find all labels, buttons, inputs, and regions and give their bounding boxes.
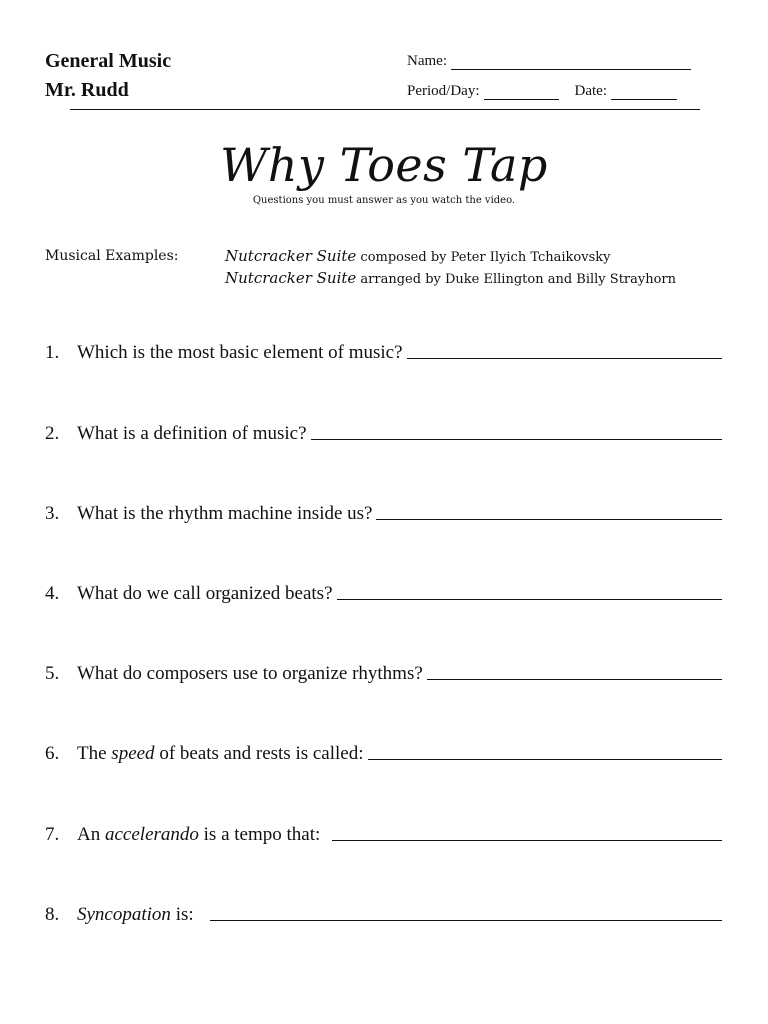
course-name: General Music	[45, 50, 172, 72]
header-divider	[70, 109, 700, 110]
date-label: Date:	[574, 83, 607, 99]
question-text: The speed of beats and rests is called:	[77, 743, 364, 764]
question-number: 5.	[45, 663, 60, 684]
period-date-row	[407, 83, 677, 100]
period-blank[interactable]	[484, 98, 559, 100]
page-subtitle: Questions you must answer as you watch the video.	[252, 195, 516, 206]
question-text: An accelerando is a tempo that:	[77, 824, 321, 845]
question-number: 2.	[45, 423, 60, 444]
question-text: What is a definition of music?	[77, 423, 307, 444]
question-text: Syncopation is:	[77, 904, 194, 925]
answer-line[interactable]	[332, 840, 722, 841]
question-2	[45, 423, 722, 445]
musical-examples-label: Musical Examples:	[45, 248, 179, 264]
question-7	[45, 824, 722, 846]
question-text: What do composers use to organize rhythms?	[77, 663, 423, 684]
question-4	[45, 583, 722, 605]
question-number: 8.	[45, 904, 60, 925]
answer-line[interactable]	[427, 679, 722, 680]
question-5	[45, 663, 722, 685]
musical-example-2	[225, 269, 676, 287]
question-text: Which is the most basic element of music?	[77, 342, 403, 363]
example-1-work: Nutcracker Suite	[225, 247, 357, 265]
example-2-work: Nutcracker Suite	[225, 269, 357, 287]
question-6	[45, 743, 722, 765]
name-blank[interactable]	[451, 68, 691, 70]
question-number: 7.	[45, 824, 60, 845]
question-8	[45, 904, 722, 926]
answer-line[interactable]	[210, 920, 722, 921]
name-row	[407, 53, 691, 70]
answer-line[interactable]	[311, 439, 722, 440]
answer-line[interactable]	[376, 519, 722, 520]
question-number: 4.	[45, 583, 60, 604]
question-number: 6.	[45, 743, 60, 764]
example-1-credit: composed by Peter Ilyich Tchaikovsky	[360, 250, 611, 265]
answer-line[interactable]	[337, 599, 722, 600]
period-label: Period/Day:	[407, 83, 480, 99]
answer-line[interactable]	[368, 759, 723, 760]
example-2-credit: arranged by Duke Ellington and Billy Strayhorn	[360, 272, 677, 287]
question-3	[45, 503, 722, 525]
question-1	[45, 342, 722, 364]
question-text: What is the rhythm machine inside us?	[77, 503, 373, 524]
musical-example-1	[225, 247, 611, 265]
question-number: 1.	[45, 342, 60, 363]
teacher-name: Mr. Rudd	[45, 79, 129, 101]
page-title: Why Toes Tap	[220, 138, 548, 192]
question-text: What do we call organized beats?	[77, 583, 333, 604]
name-label: Name:	[407, 53, 447, 69]
date-blank[interactable]	[611, 98, 677, 100]
question-number: 3.	[45, 503, 60, 524]
answer-line[interactable]	[407, 358, 722, 359]
